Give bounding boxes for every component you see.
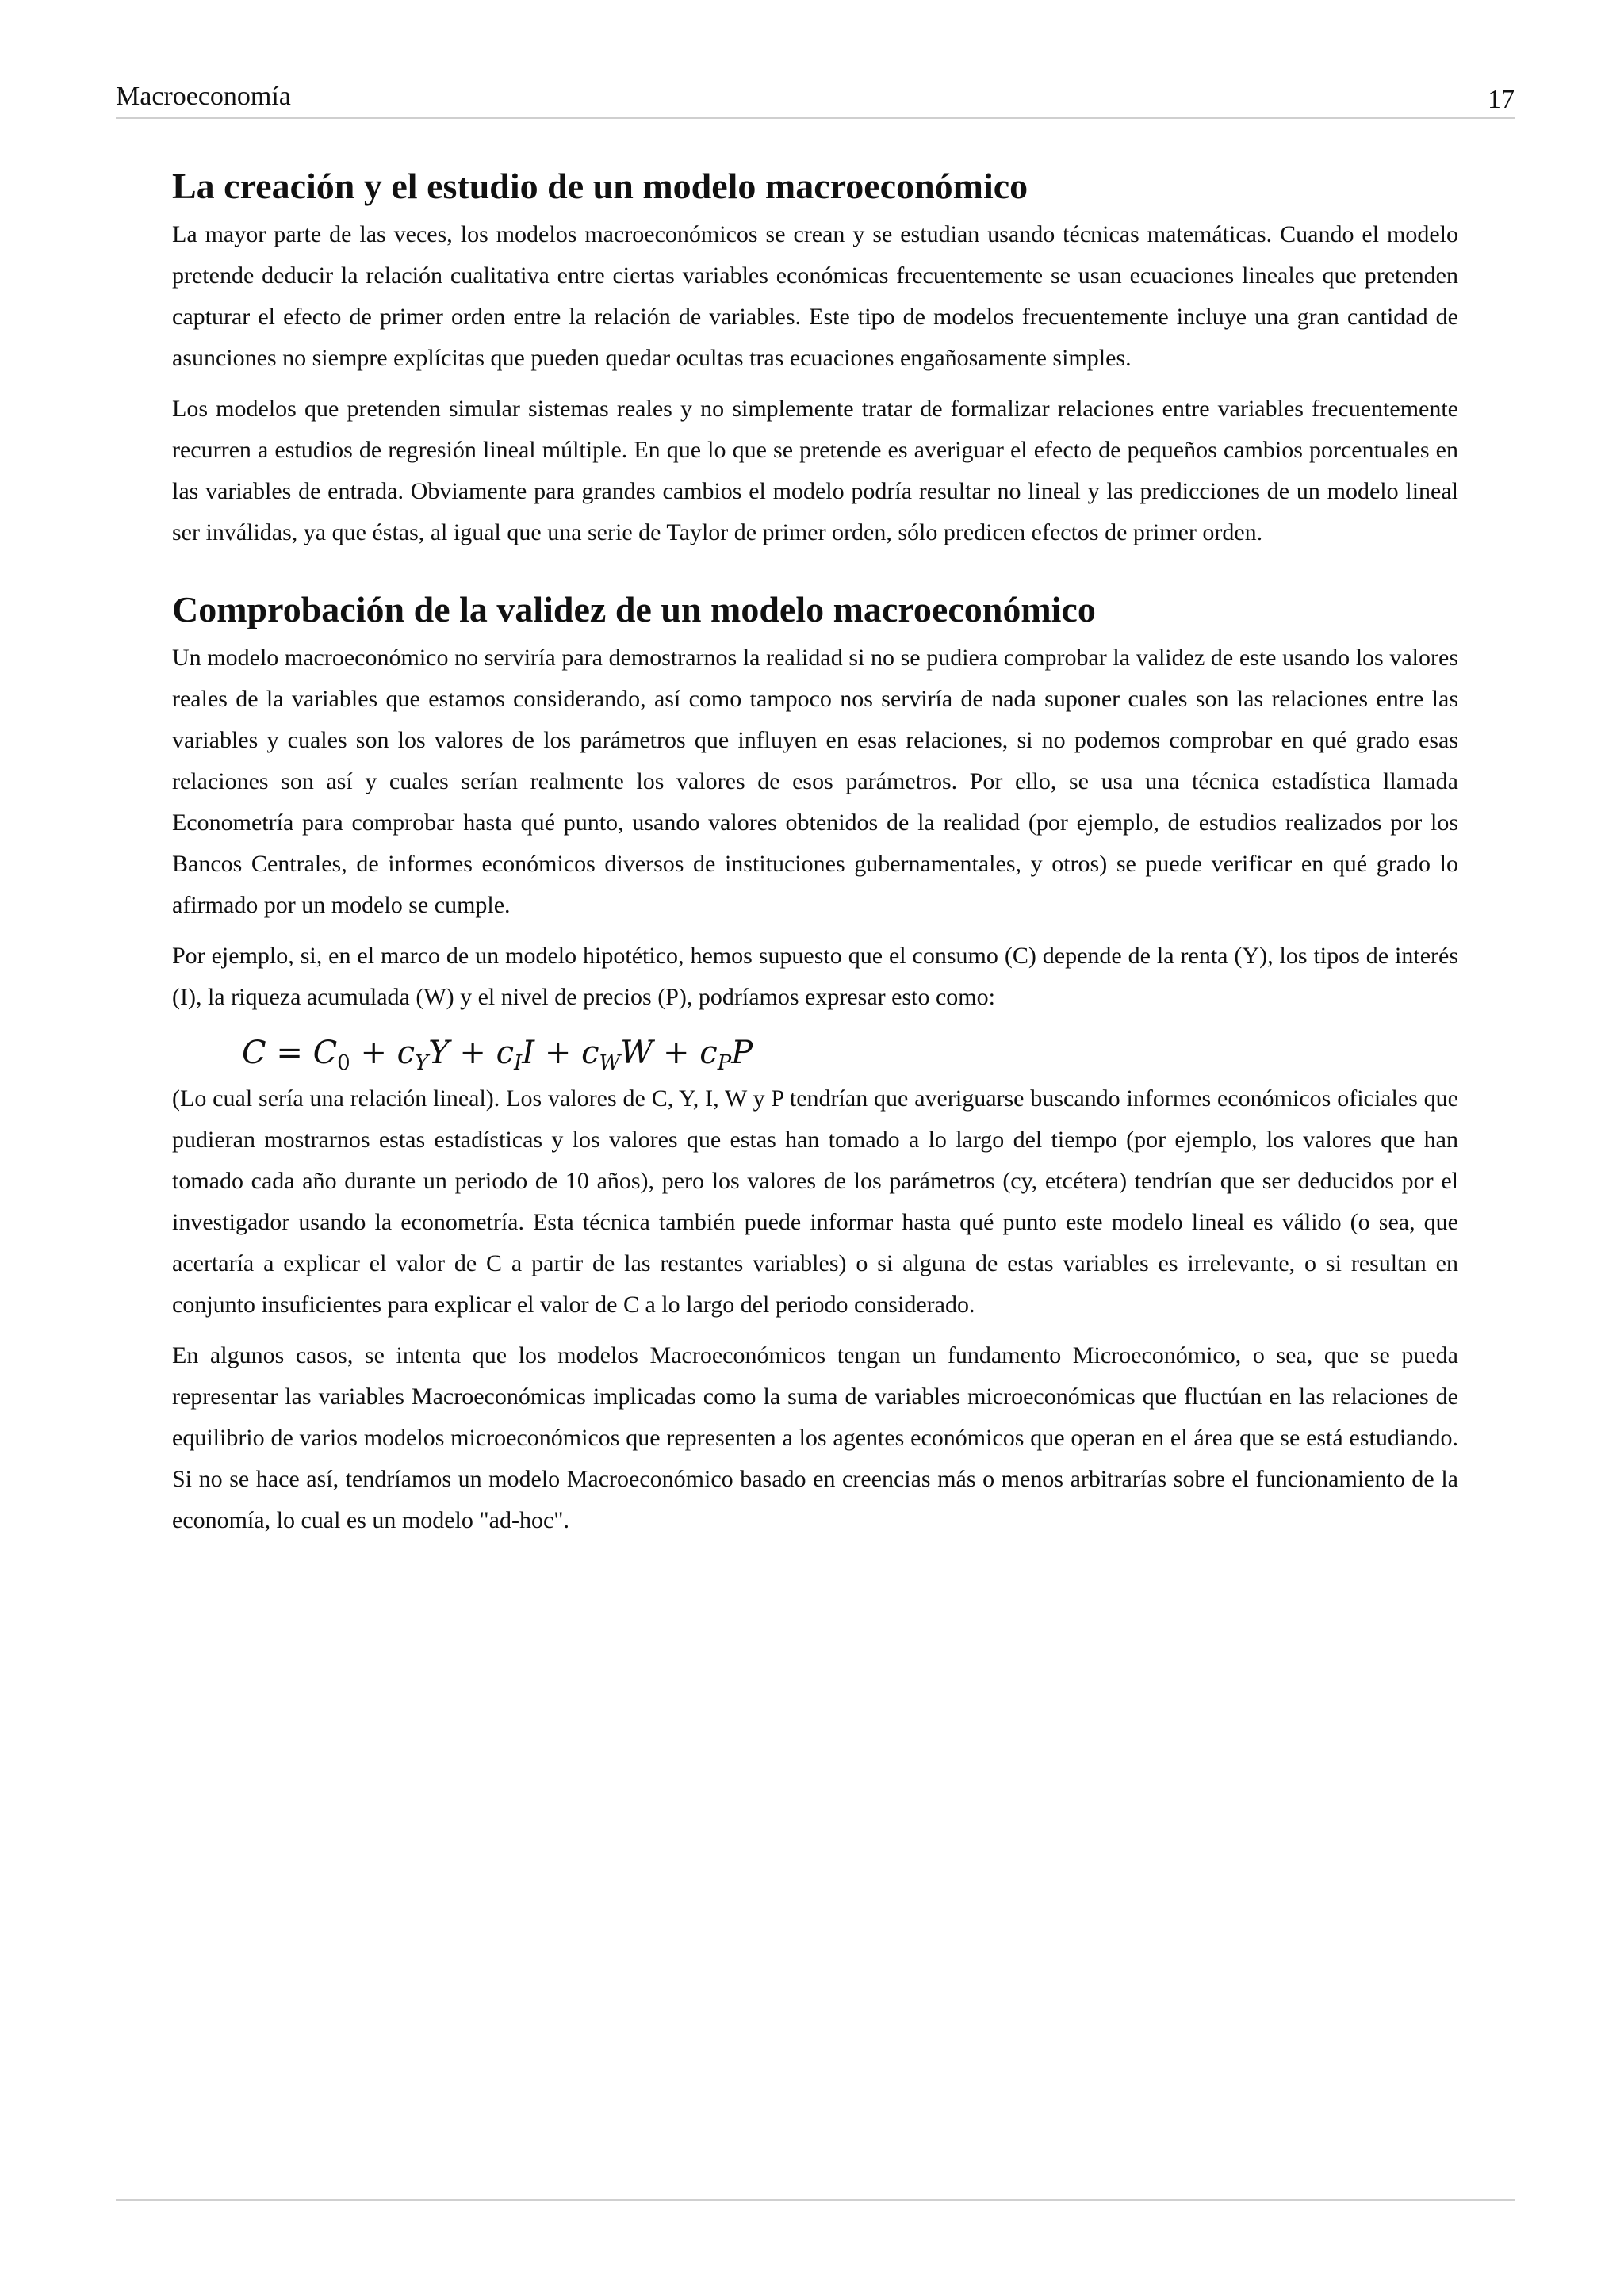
eq-plus: +	[459, 1035, 486, 1071]
footer-rule	[116, 2199, 1515, 2201]
eq-term-wealth: $c_WW$	[581, 1035, 653, 1075]
eq-lhs: C	[242, 1035, 266, 1071]
page-number: 17	[1488, 85, 1515, 114]
paragraph: La mayor parte de las veces, los modelos macroeconómicos se crean y se estudian usando técnicas matemáticas. Cuando el modelo pretende deducir la relación cualitativa entre ciertas variables económicas frecuentemente se usan ecuaciones lineales que pretenden capturar el efecto de primer orden entre la relación de variables. Este tipo de modelos frecuentemente incluye una gran cantidad de asunciones no siempre explícitas que pueden quedar ocultas tras ecuaciones engañosamente simples.	[172, 221, 1458, 371]
section-heading: Comprobación de la validez de un modelo macroeconómico	[172, 589, 1096, 629]
eq-term-constant: $C_0$	[312, 1035, 350, 1075]
eq-term-income: $c_YY$	[396, 1035, 450, 1075]
paragraph: En algunos casos, se intenta que los modelos Macroeconómicos tengan un fundamento Microeconómico, o sea, que se pueda representar las variables Macroeconómicas implicadas como la suma de variables microeconómicas que fluctúan en las relaciones de equilibrio de varios modelos microeconómicos que representen a los agentes económicos que operan en el área que se está estudiando. Si no se hace así, tendríamos un modelo Macroeconómico basado en creencias más o menos arbitrarías sobre el funcionamiento de la economía, lo cual es un modelo "ad-hoc".	[172, 1342, 1458, 1533]
eq-equals: =	[276, 1035, 303, 1071]
running-header	[116, 79, 1515, 119]
header-title: Macroeconomía	[116, 82, 291, 111]
eq-plus: +	[663, 1035, 690, 1071]
eq-term-interest: $c_II$	[496, 1035, 535, 1075]
page-content	[172, 159, 1458, 1551]
paragraph: Los modelos que pretenden simular sistemas reales y no simplemente tratar de formalizar relaciones entre variables frecuentemente recurren a estudios de regresión lineal múltiple. En que lo que se pretende es averiguar el efecto de pequeños cambios porcentuales en las variables de entrada. Obviamente para grandes cambios el modelo podría resultar no lineal y las predicciones de un modelo lineal ser inválidas, ya que éstas, al igual que una serie de Taylor de primer orden, sólo predicen efectos de primer orden.	[172, 396, 1458, 545]
paragraph: Por ejemplo, si, en el marco de un modelo hipotético, hemos supuesto que el consumo (C) depende de la renta (Y), los tipos de interés (I), la riqueza acumulada (W) y el nivel de precios (P), podríamos expresar esto como:	[172, 943, 1458, 1010]
consumption-equation	[172, 1027, 1458, 1078]
paragraph: Un modelo macroeconómico no serviría para demostrarnos la realidad si no se pudiera comprobar la validez de este usando los valores reales de la variables que estamos considerando, así como tampoco nos serviría de nada suponer cuales son las relaciones entre las variables y cuales son los valores de los parámetros que influyen en esas relaciones, si no podemos comprobar en qué grado esas relaciones son así y cuales serían realmente los valores de esos parámetros. Por ello, se usa una técnica estadística llamada Econometría para comprobar hasta qué punto, usando valores obtenidos de la realidad (por ejemplo, de estudios realizados por los Bancos Centrales, de informes económicos diversos de instituciones gubernamentales, y otros) se puede verificar en qué grado lo afirmado por un modelo se cumple.	[172, 645, 1458, 918]
section-creacion-modelo	[172, 159, 1458, 553]
eq-plus: +	[544, 1035, 572, 1071]
eq-plus: +	[360, 1035, 387, 1071]
section-comprobacion-validez	[172, 582, 1458, 1541]
section-heading: La creación y el estudio de un modelo macroeconómico	[172, 166, 1028, 206]
paragraph: (Lo cual sería una relación lineal). Los valores de C, Y, I, W y P tendrían que averiguarse buscando informes económicos oficiales que pudieran mostrarnos estas estadísticas y los valores que estas han tomado a lo largo del tiempo (por ejemplo, los valores que han tomado cada año durante un periodo de 10 años), pero los valores de los parámetros (cy, etcétera) tendrían que ser deducidos por el investigador usando la econometría. Esta técnica también puede informar hasta qué punto este modelo lineal es válido (o sea, que acertaría a explicar el valor de C a partir de las restantes variables) o si alguna de estas variables es irrelevante, o si resultan en conjunto insuficientes para explicar el valor de C a lo largo del periodo considerado.	[172, 1085, 1458, 1318]
eq-term-prices: $c_PP$	[699, 1035, 753, 1075]
